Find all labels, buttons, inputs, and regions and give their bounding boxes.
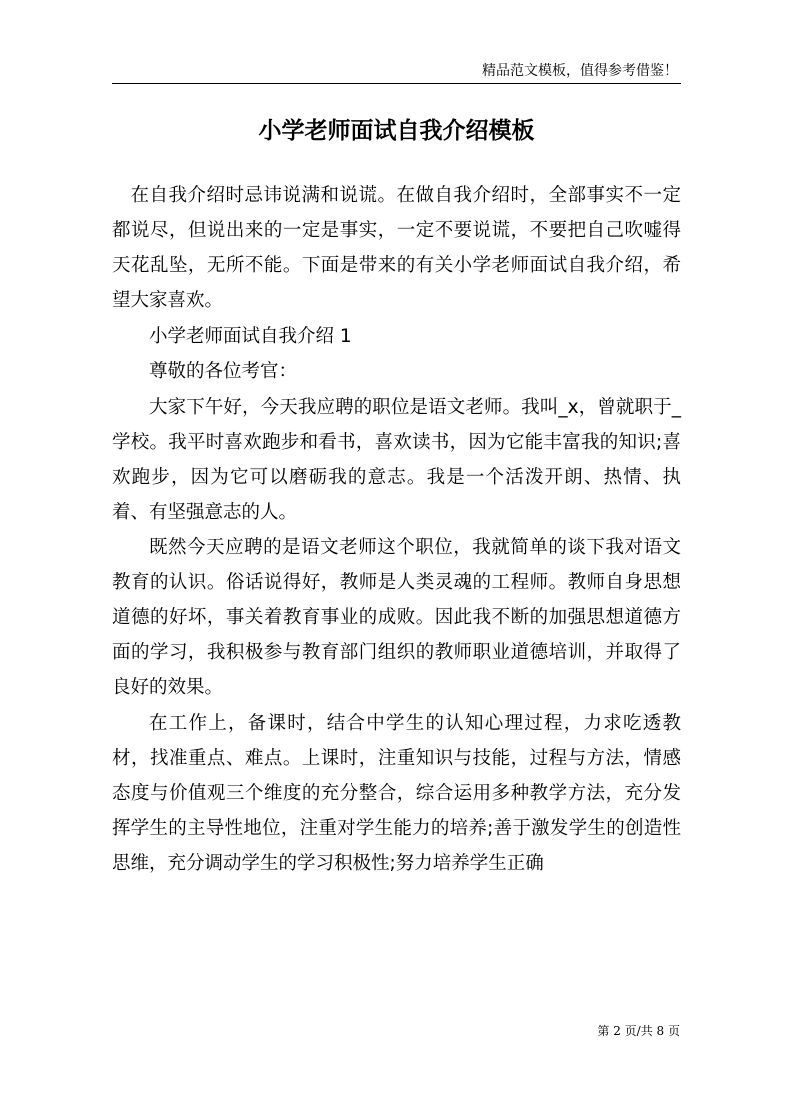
body-paragraph: 在工作上，备课时，结合中学生的认知心理过程，力求吃透教材，找准重点、难点。上课时，注重知识与技能，过程与方法，情感态度与价值观三个维度的充分整合，综合运用多种教学方法，充分发挥学生的主导性地位，注重对学生能力的培养;善于激发学生的创造性思维，充分调动学生的学习积极性;努力培养学生正确 [112,712,681,874]
page-number: 第 2 页/共 8 页 [597,1024,680,1038]
section-heading: 小学老师面试自我介绍 1 [149,325,352,347]
header-slogan: 精品范文模板，值得参考借鉴！ [482,63,678,79]
body-paragraph: 既然今天应聘的是语文老师这个职位，我就简单的谈下我对语文教育的认识。俗话说得好，教师是人类灵魂的工程师。教师自身思想道德的好坏，事关着教育事业的成败。因此我不断的加强思想道德方面的学习，我积极参与教育部门组织的教师职业道德培训，并取得了良好的效果。 [112,537,681,699]
document-title: 小学老师面试自我介绍模板 [258,118,535,144]
salutation: 尊敬的各位考官： [149,361,298,383]
intro-paragraph: 在自我介绍时忌讳说满和说谎。在做自我介绍时，全部事实不一定都说尽，但说出来的一定是事实，一定不要说谎，不要把自己吹嘘得天花乱坠，无所不能。下面是带来的有关小学老师面试自我介绍，希望大家喜欢。 [112,185,681,311]
body-paragraph: 大家下午好，今天我应聘的职位是语文老师。我叫_x，曾就职于_学校。我平时喜欢跑步和看书，喜欢读书，因为它能丰富我的知识;喜欢跑步，因为它可以磨砺我的意志。我是一个活泼开朗、热情、执着、有坚强意志的人。 [112,396,681,523]
header-divider [112,83,681,84]
document-body [112,178,681,881]
